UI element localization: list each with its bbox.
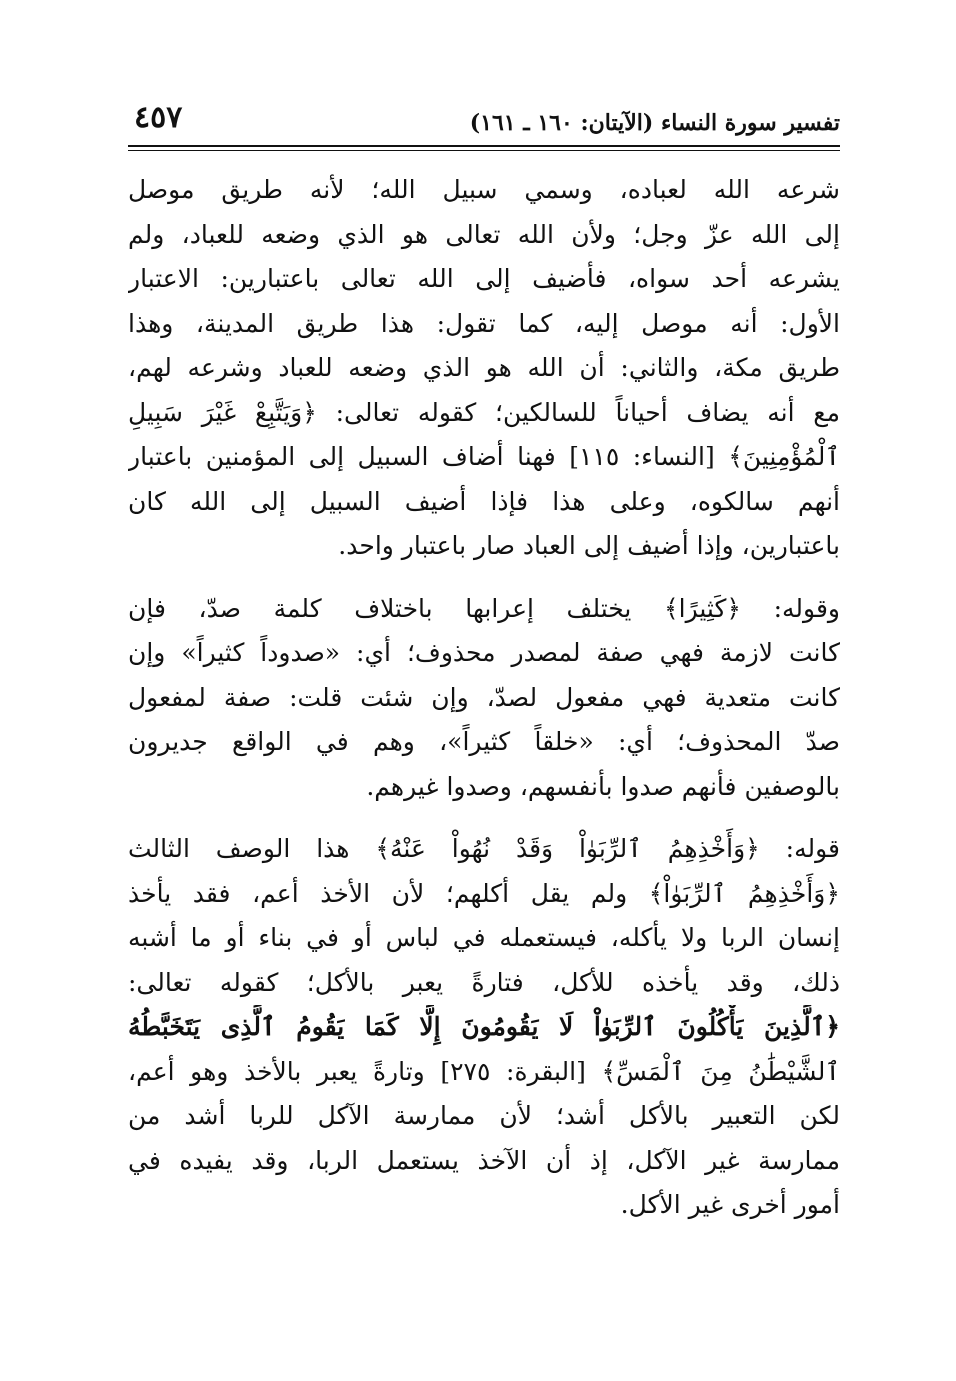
paragraph-gap [128,569,840,587]
text-line: أنهم سالكوه، وعلى هذا فإذا أضيف السبيل إلى الله كان [128,486,840,516]
text-line: أمور أخرى غير الأكل. [620,1190,840,1219]
text-line: لكن التعبير بالأكل أشد؛ لأن ممارسة الآكل للربا أشد من [128,1101,840,1130]
paragraph-2 [128,587,840,810]
body-text [128,168,840,1228]
text-line: وقوله: ﴿كَثِيرًا﴾ يختلف إعرابها باختلاف كلمة صدّ، فإن [128,593,840,623]
text-line: كانت متعدية فهي مفعول لصدّ، وإن شئت قلت: صفة لمفعول [128,682,840,712]
text-line: إنسان الربا ولا يأكله، فيستعمله في لباس أو في بناء أو ما أشبه [128,923,840,952]
text-line: إلى الله عزّ وجل؛ ولأن الله تعالى هو الذي وضعه للعباد، ولم [128,219,840,249]
text-line: ٱلشَّيْطَٰنُ مِنَ ٱلْمَسِّ﴾ [البقرة: ٢٧٥] وتارةً يعبر بالأخذ وهو أعم، [128,1056,840,1086]
text-line: باعتبارين، وإذا أضيف إلى العباد صار باعتبار واحد. [338,531,840,560]
text-line: طريق مكة، والثاني: أن الله هو الذي وضعه للعباد وشرعه لهم، [128,353,840,382]
text-line: ممارسة غير الآكل، إذ أن الآخذ يستعمل الربا، وقد يفيده في [128,1145,840,1175]
text-line: ﴿ٱلَّذِينَ يَأْكُلُونَ ٱلرِّبَوٰاْ لَا يَقُومُونَ إِلَّا كَمَا يَقُومُ ٱلَّذِى يَتَخَبَّطُهُ [128,1012,840,1041]
page-number: ٤٥٧ [134,100,183,135]
text-line: ﴿وَأَخْذِهِمُ ٱلرِّبَوٰاْ﴾ ولم يقل أكلهم؛ لأن الأخذ أعم، فقد يأخذ [128,878,840,908]
paragraph-3 [128,827,840,1228]
text-line: ذلك، وقد يأخذه للأكل، فتارةً يعبر بالأكل؛ كقوله تعالى: [128,967,840,997]
text-line: صدّ المحذوف؛ أي: «خلقاً كثيراً»، وهم في الواقع جديرون [128,727,840,756]
header-rule-thin [128,150,840,151]
text-line: يشرعه أحد سواه، فأضيف إلى الله تعالى باعتبارين: الاعتبار [128,264,840,293]
paragraph-gap [128,809,840,827]
text-line: ٱلْمُؤْمِنِينَ﴾ [النساء: ١١٥] فهنا أضاف السبيل إلى المؤمنين باعتبار [128,442,840,471]
running-title: تفسير سورة النساء (الآيتان: ١٦٠ ـ ١٦١) [469,110,840,136]
paragraph-1 [128,168,840,569]
text-line: مع أنه يضاف أحياناً للسالكين؛ كقوله تعالى: ﴿وَيَتَّبِعْ غَيْرَ سَبِيلِ [128,397,840,427]
text-line: كانت لازمة فهي صفة لمصدر محذوف؛ أي: «صدوداً كثيراً» وإن [128,638,840,667]
text-line: شرعه الله لعباده، وسمي سبيل الله؛ لأنه طريق موصل [128,175,840,204]
text-line: الأول: أنه موصل إليه، كما تقول: هذا طريق المدينة، وهذا [128,308,840,338]
text-line: قوله: ﴿وَأَخْذِهِمُ ٱلرِّبَوٰاْ وَقَدْ نُهُواْ عَنْهُ﴾ هذا الوصف الثالث [128,834,840,863]
page-header [128,100,840,144]
header-rule [128,145,840,147]
text-line: بالوصفين فأنهم صدوا بأنفسهم، وصدوا غيرهم. [366,771,840,801]
